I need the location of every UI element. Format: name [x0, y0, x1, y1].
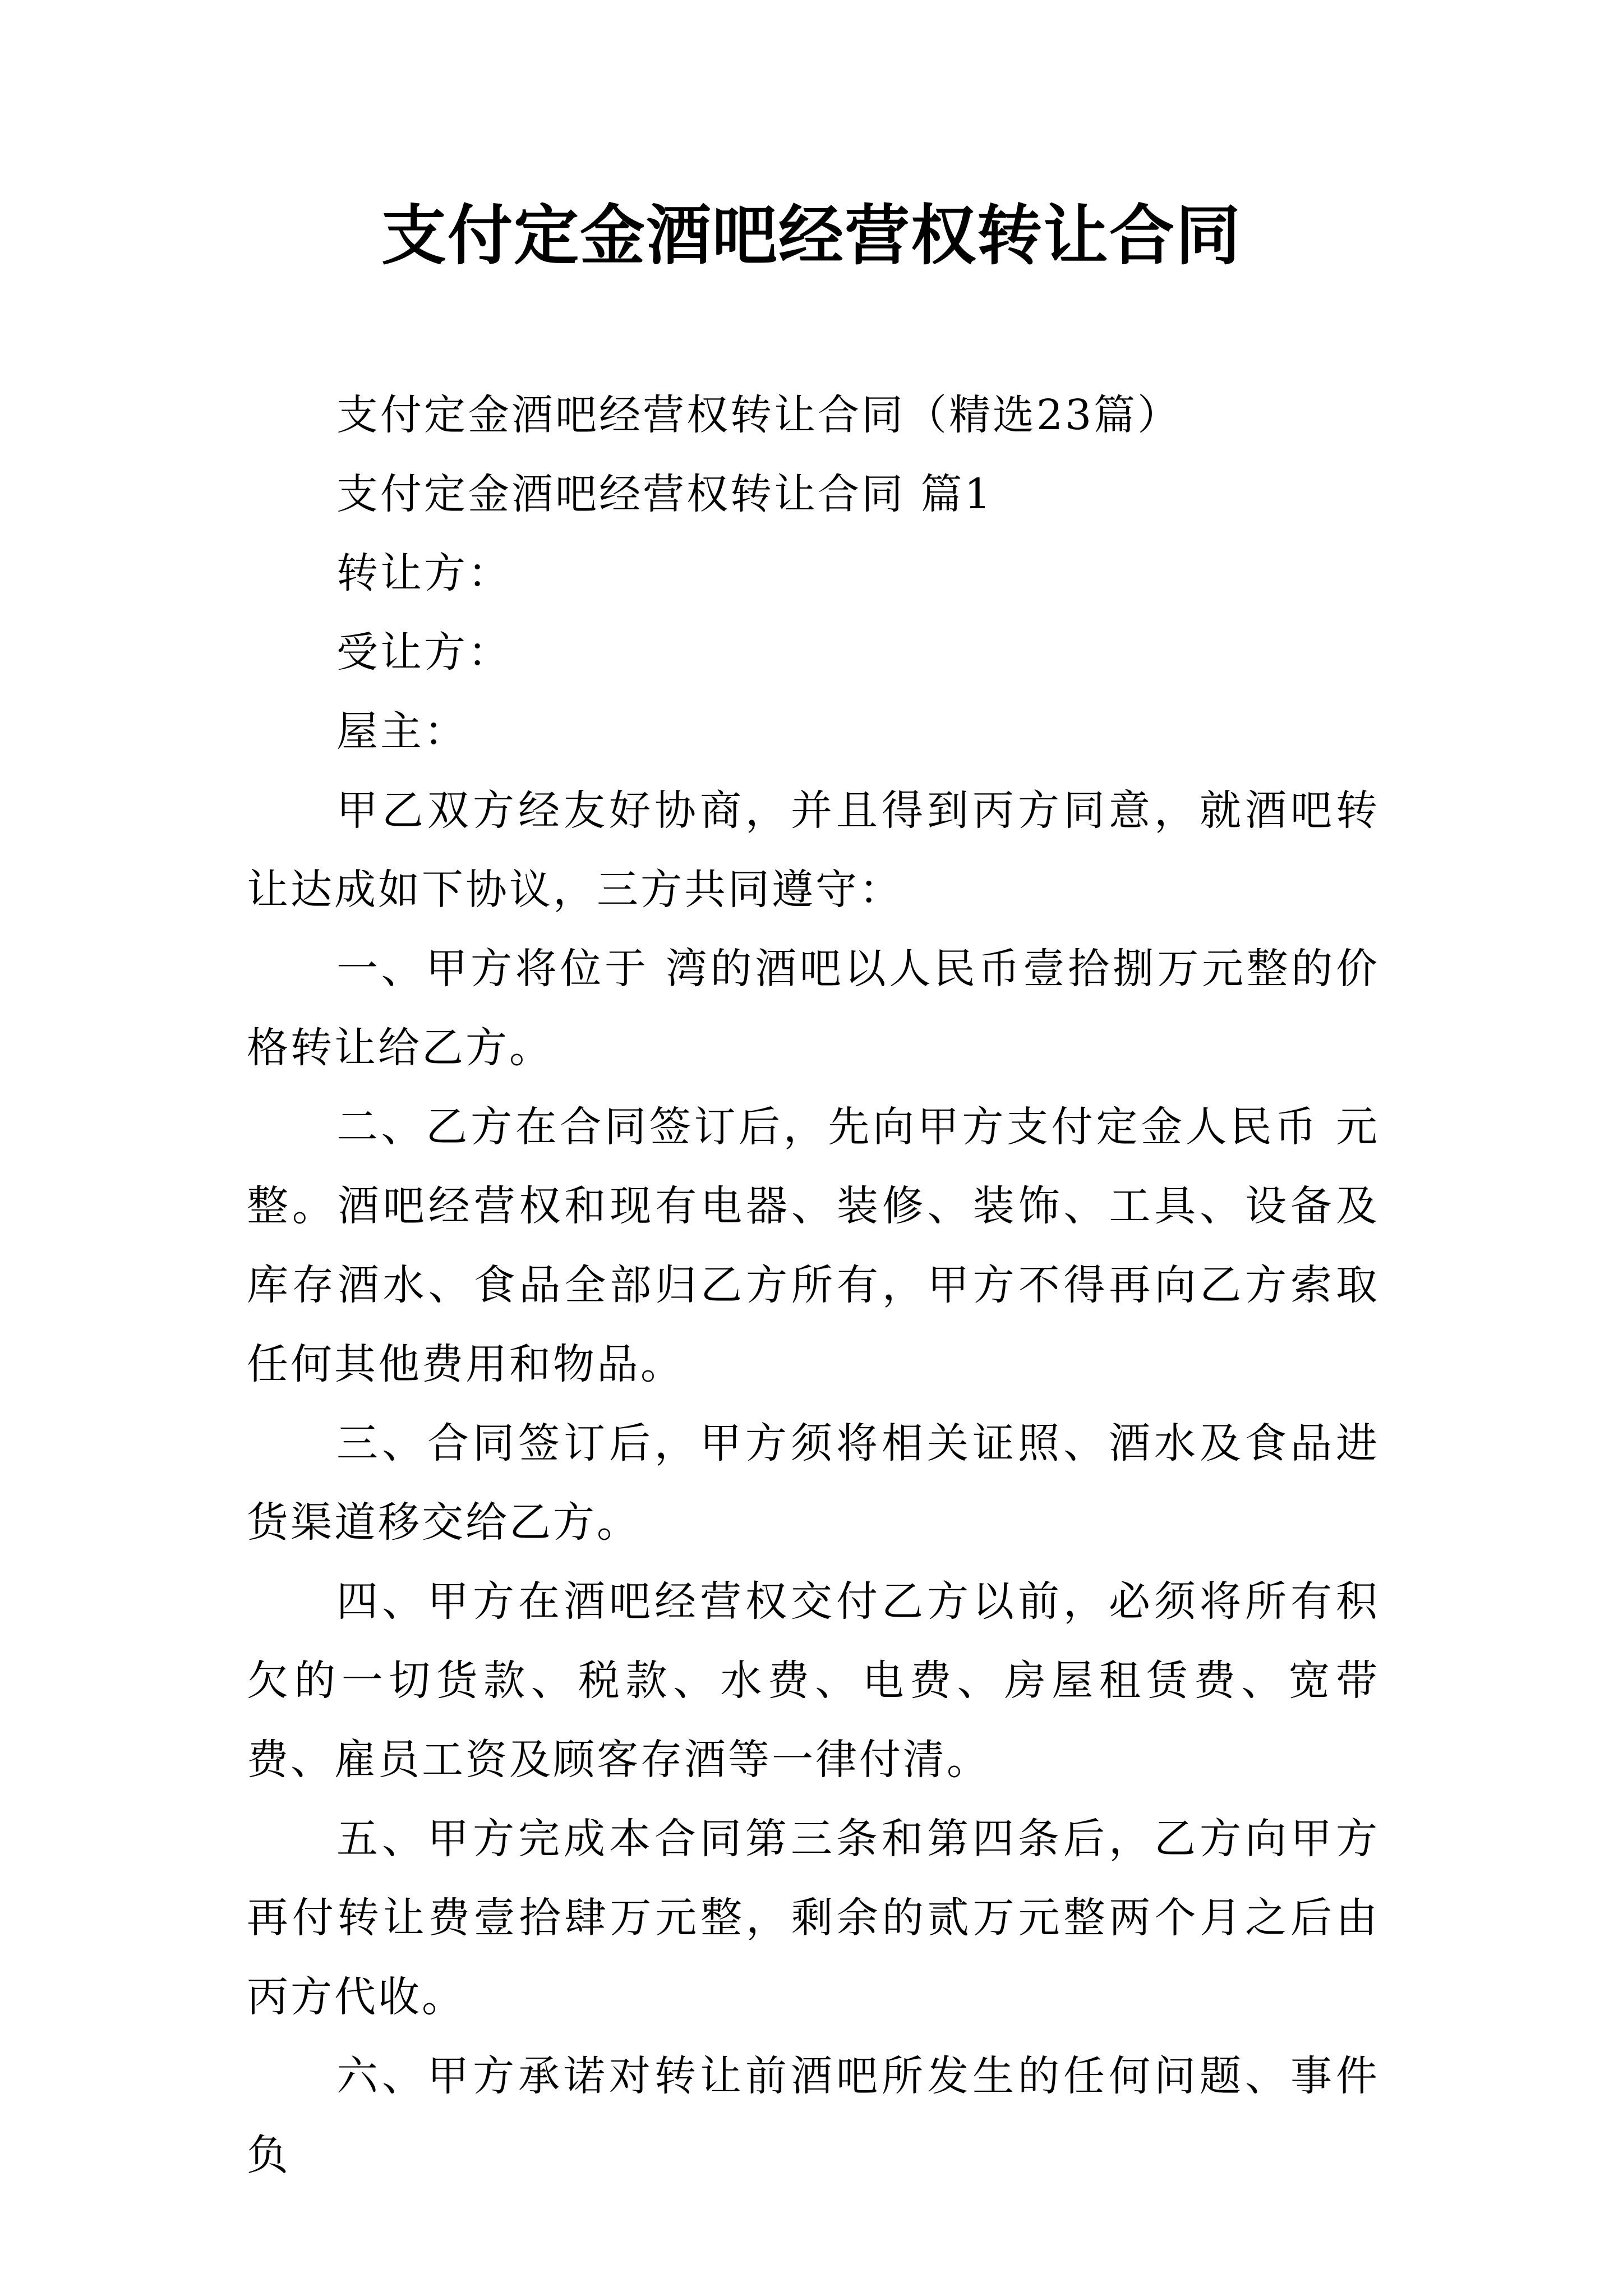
transferee-line: 受让方： — [336, 628, 511, 677]
clause-1: 一、甲方将位于 湾的酒吧以人民币壹拾捌万元整的价格转让给乙方。 — [247, 945, 1380, 1072]
document-body — [247, 376, 1380, 2195]
document-title: 支付定金酒吧经营权转让合同 — [381, 197, 1242, 274]
subtitle-part-1: 支付定金酒吧经营权转让合同 篇1 — [336, 470, 993, 518]
preamble-paragraph: 甲乙双方经友好协商，并且得到丙方同意，就酒吧转让达成如下协议，三方共同遵守： — [247, 786, 1380, 914]
clause-6: 六、甲方承诺对转让前酒吧所发生的任何问题、事件负 — [247, 2052, 1380, 2179]
subtitle-collection: 支付定金酒吧经营权转让合同（精选23篇） — [336, 391, 1182, 439]
clause-4: 四、甲方在酒吧经营权交付乙方以前，必须将所有积欠的一切货款、税款、水费、电费、房屋租赁费、宽带费、雇员工资及顾客存酒等一律付清。 — [247, 1577, 1380, 1784]
clause-3: 三、合同签订后，甲方须将相关证照、酒水及食品进货渠道移交给乙方。 — [247, 1419, 1380, 1547]
clause-5: 五、甲方完成本合同第三条和第四条后，乙方向甲方再付转让费壹拾肆万元整，剩余的贰万元整两个月之后由丙方代收。 — [247, 1815, 1380, 2021]
transferor-line: 转让方： — [336, 549, 511, 597]
clause-2: 二、乙方在合同签订后，先向甲方支付定金人民币 元整。酒吧经营权和现有电器、装修、装饰、工具、设备及库存酒水、食品全部归乙方所有，甲方不得再向乙方索取任何其他费用和物品。 — [247, 1103, 1380, 1388]
landlord-line: 屋主： — [336, 707, 468, 756]
